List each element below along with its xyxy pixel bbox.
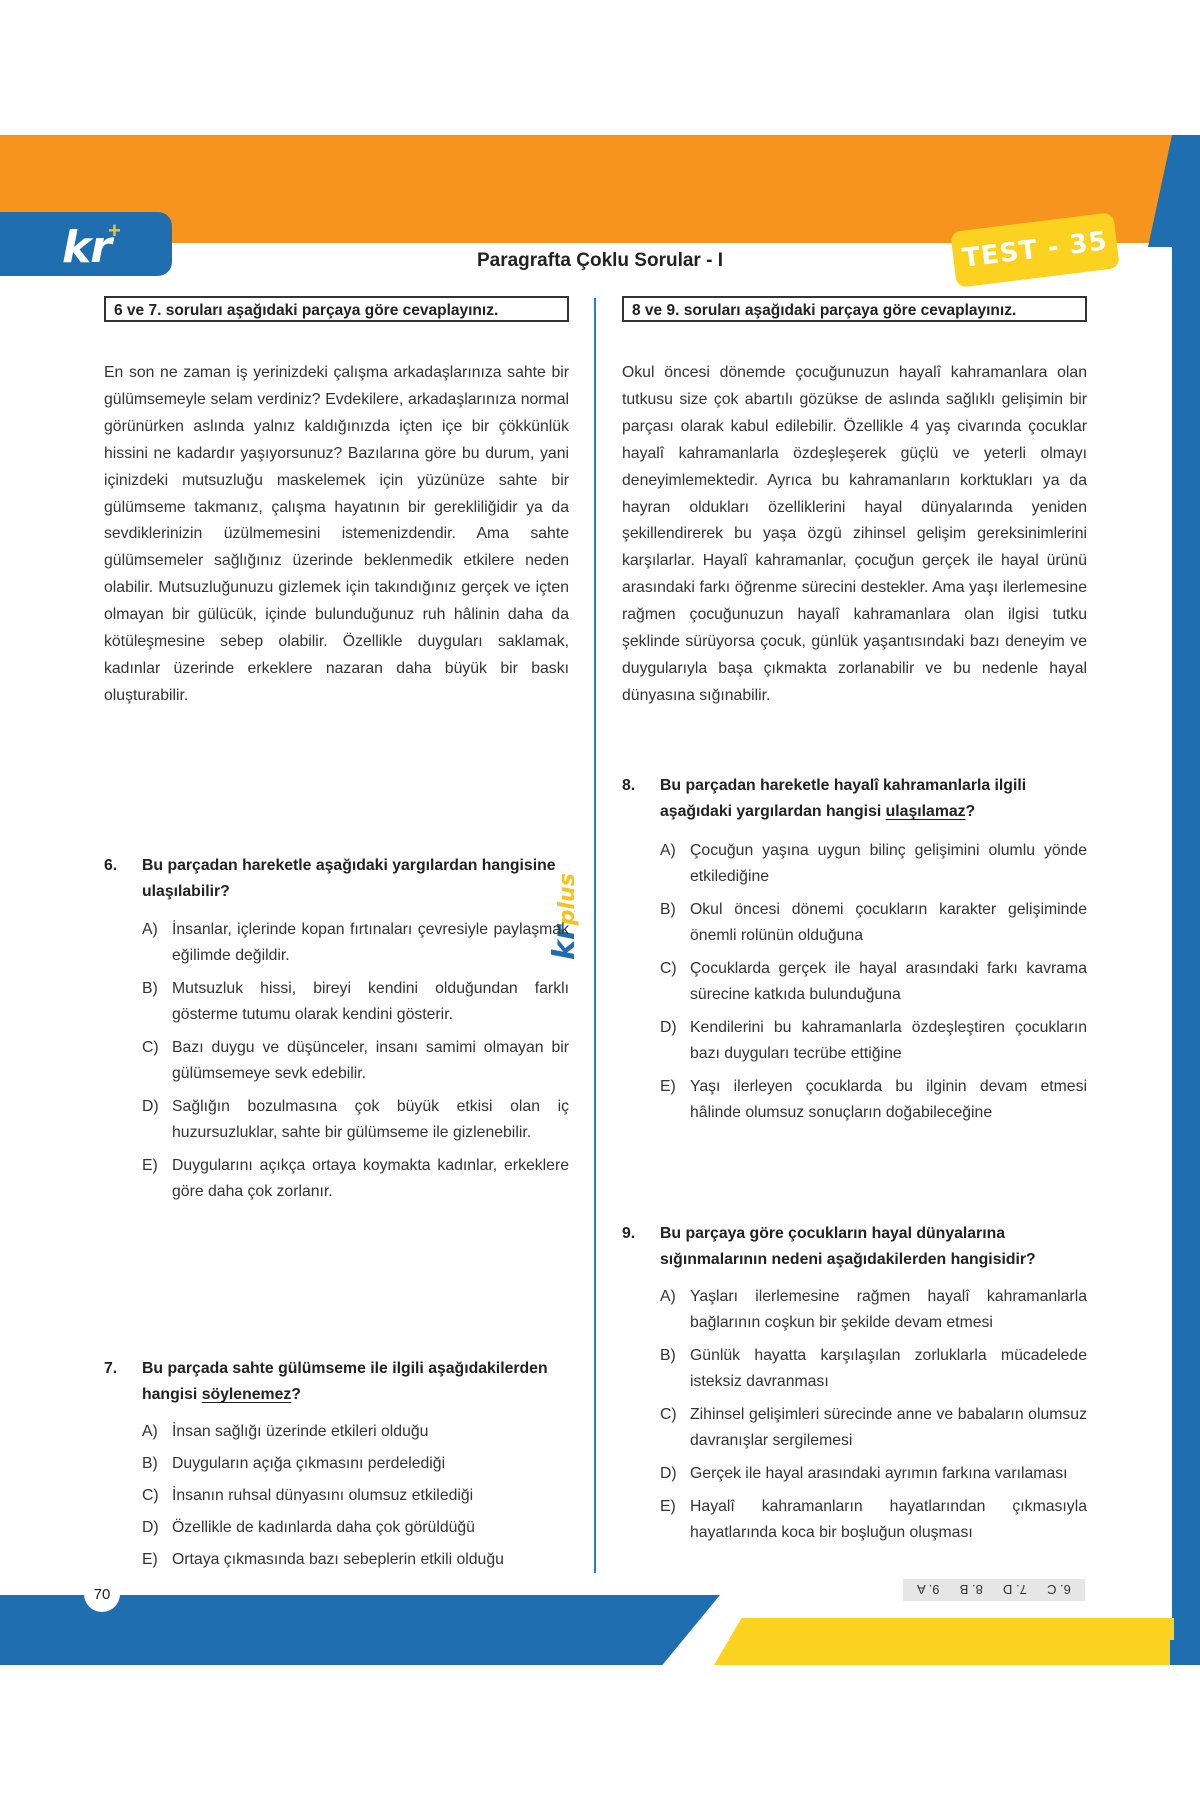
q6-number: 6.: [104, 857, 118, 874]
answer-9: 9. A: [917, 1582, 940, 1598]
q9-number: 9.: [622, 1225, 636, 1242]
answer-8: 8. B: [959, 1582, 983, 1598]
q7-option-b[interactable]: B) Duyguların açığa çıkmasını perdelediği: [142, 1455, 446, 1472]
q6-text: Bu parçadan hareketle aşağıdaki yargılardan hangisine ulaşılabilir?: [142, 857, 556, 900]
q7-options: [142, 1419, 569, 1579]
footer-yellow-band: [714, 1618, 1174, 1665]
q8-text: Bu parçadan hareketle hayalî kahramanlarla ilgili aşağıdaki yargılardan hangisi ulaşılamaz?: [660, 777, 1027, 820]
q9-option-d[interactable]: D) Gerçek ile hayal arasındaki ayrımın farkına varılaması: [660, 1465, 1068, 1482]
page-number: 70: [84, 1576, 120, 1612]
q9-option-b[interactable]: B) Günlük hayatta karşılaşılan zorluklarla mücadelede isteksiz davranması: [660, 1347, 1087, 1390]
q7-option-e[interactable]: E) Ortaya çıkmasında bazı sebeplerin etkili olduğu: [142, 1551, 504, 1568]
q7-option-c[interactable]: C) İnsanın ruhsal dünyasını olumsuz etkilediği: [142, 1487, 474, 1504]
q7-number: 7.: [104, 1360, 118, 1377]
q8-options: [660, 838, 1087, 1133]
right-instruction: 8 ve 9. soruları aşağıdaki parçaya göre cevaplayınız.: [622, 296, 1087, 322]
answer-7: 7. D: [1003, 1582, 1027, 1598]
right-blue-band: [1172, 135, 1200, 1665]
left-passage: [104, 360, 569, 710]
q9-text: Bu parçaya göre çocukların hayal dünyalarına sığınmalarının nedeni aşağıdakilerden hangisidir?: [660, 1225, 1036, 1268]
kr-logo: kr: [62, 222, 111, 273]
left-instruction: 6 ve 7. soruları aşağıdaki parçaya göre cevaplayınız.: [104, 296, 569, 322]
q6-options: [142, 917, 569, 1212]
q7-option-d[interactable]: D) Özellikle de kadınlarda daha çok görüldüğü: [142, 1519, 475, 1536]
right-passage: [622, 360, 1087, 710]
q8-option-b[interactable]: B) Okul öncesi dönemi çocukların karakter gelişiminde önemli rolünün olduğuna: [660, 901, 1087, 944]
q7-emphasis: söylenemez: [201, 1386, 292, 1403]
q9-options: [660, 1284, 1087, 1553]
answer-6: 6. C: [1047, 1582, 1071, 1598]
answer-key: [903, 1579, 1085, 1601]
q8-number: 8.: [622, 777, 636, 794]
kr-logo-plus: +: [108, 218, 121, 243]
q6-option-d[interactable]: D) Sağlığın bozulmasına çok büyük etkisi olan iç huzursuzluklar, sahte bir gülümseme ile gizlenebilir.: [142, 1098, 569, 1141]
q6-option-e[interactable]: E) Duygularını açıkça ortaya koymakta kadınlar, erkeklere göre daha çok zorlanır.: [142, 1157, 569, 1200]
q6-option-b[interactable]: B) Mutsuzluk hissi, bireyi kendini olduğundan farklı gösterme tutumu olarak kendini gösterir.: [142, 980, 569, 1023]
footer-blue-corner: [1170, 1640, 1200, 1665]
left-passage-text: En son ne zaman iş yerinizdeki çalışma arkadaşlarınıza sahte bir gülümsemeyle selam verdiniz? Evdekilere, arkadaşlarınıza normal görünürken aslında yalnız kaldığınızda içten içe bir çökkünlük hissini ne kadardır yaşıyorsunuz? Bazılarına göre bu durum, yani içinizdeki mutsuzluğu maskelemek için yüzünüze sahte bir gülümseme takmanız, çalışma hayatının bir gerekliliğidir ya da sevdiklerinizin üzülmemesini istemenizdendir. Ama sahte gülümsemeler sağlığınız üzerinde beklenmedik etkilere neden olabilir. Mutsuzluğunuzu gizlemek için takındığınız gerçek ve içten olmayan bir gülücük, içinde bulunduğunuz ruh hâlinin daha da kötüleşmesine sebep olabilir. Özellikle duyguları saklamak, kadınlar üzerinde erkeklere nazaran daha büyük bir baskı oluşturabilir.: [104, 364, 569, 704]
test-badge: TEST - 35: [950, 212, 1120, 288]
q9-option-c[interactable]: C) Zihinsel gelişimleri sürecinde anne ve babaların olumsuz davranışlar sergilemesi: [660, 1406, 1087, 1449]
q9-option-e[interactable]: E) Hayalî kahramanların hayatlarından çıkmasıyla hayatlarında koca bir boşluğun oluşması: [660, 1498, 1087, 1541]
q9-option-a[interactable]: A) Yaşları ilerlemesine rağmen hayalî kahramanlarla bağlarının coşkun bir şekilde devam etmesi: [660, 1288, 1087, 1331]
q7-text: Bu parçada sahte gülümseme ile ilgili aşağıdakilerden hangisi söylenemez?: [142, 1360, 548, 1403]
q7-option-a[interactable]: A) İnsan sağlığı üzerinde etkileri olduğu: [142, 1423, 429, 1440]
side-logo-plus: plus: [555, 873, 580, 926]
q8-option-c[interactable]: C) Çocuklarda gerçek ile hayal arasındaki farkı kavrama sürecine katkıda bulunduğuna: [660, 960, 1087, 1003]
right-passage-text: Okul öncesi dönemde çocuğunuzun hayalî kahramanlara olan tutkusu size çok abartılı gözükse de aslında sağlıklı gelişimin bir parçası olarak kabul edilebilir. Özellikle 4 yaş civarında çocuklar hayalî kahramanlarla özdeşleşerek güçlü ve yeterli olmayı deneyimlemektedir. Ayrıca bu kahramanların korktukları ya da hayran oldukları özelliklerini hayal dünyalarında yeniden şekillendirerek bu yaşa özgü zihinsel gelişim gereksinimlerini karşılarlar. Hayalî kahramanlar, çocuğun gerçek ile hayal ürünü arasındaki farkı öğrenme sürecini destekler. Ama yaşı ilerlemesine rağmen çocuğunuzun hayalî kahramanlara olan ilgisi tutku şeklinde sürüyorsa çocuk, günlük yaşantısındaki bazı deneyim ve duygularıyla başa çıkmakta zorlanabilir ve bu nedenle hayal dünyasına sığınabilir.: [622, 364, 1087, 704]
q8-emphasis: ulaşılamaz: [885, 803, 966, 820]
q8-option-a[interactable]: A) Çocuğun yaşına uygun bilinç gelişimini olumlu yönde etkilediğine: [660, 842, 1087, 885]
q8-option-e[interactable]: E) Yaşı ilerleyen çocuklarda bu ilginin devam etmesi hâlinde olumsuz sonuçların doğabileceğine: [660, 1078, 1087, 1121]
page-title: Paragrafta Çoklu Sorular - I: [476, 250, 723, 271]
q6-option-c[interactable]: C) Bazı duygu ve düşünceler, insanı samimi olmayan bir gülümsemeye sevk edebilir.: [142, 1039, 569, 1082]
q8-option-d[interactable]: D) Kendilerini bu kahramanlarla özdeşleştiren çocukların bazı duyguları tecrübe ettiğine: [660, 1019, 1087, 1062]
q6-option-a[interactable]: A) İnsanlar, içlerinde kopan fırtınaları çevresiyle paylaşmak eğilimde değildir.: [142, 921, 569, 964]
side-logo-kr: kr: [547, 925, 582, 960]
